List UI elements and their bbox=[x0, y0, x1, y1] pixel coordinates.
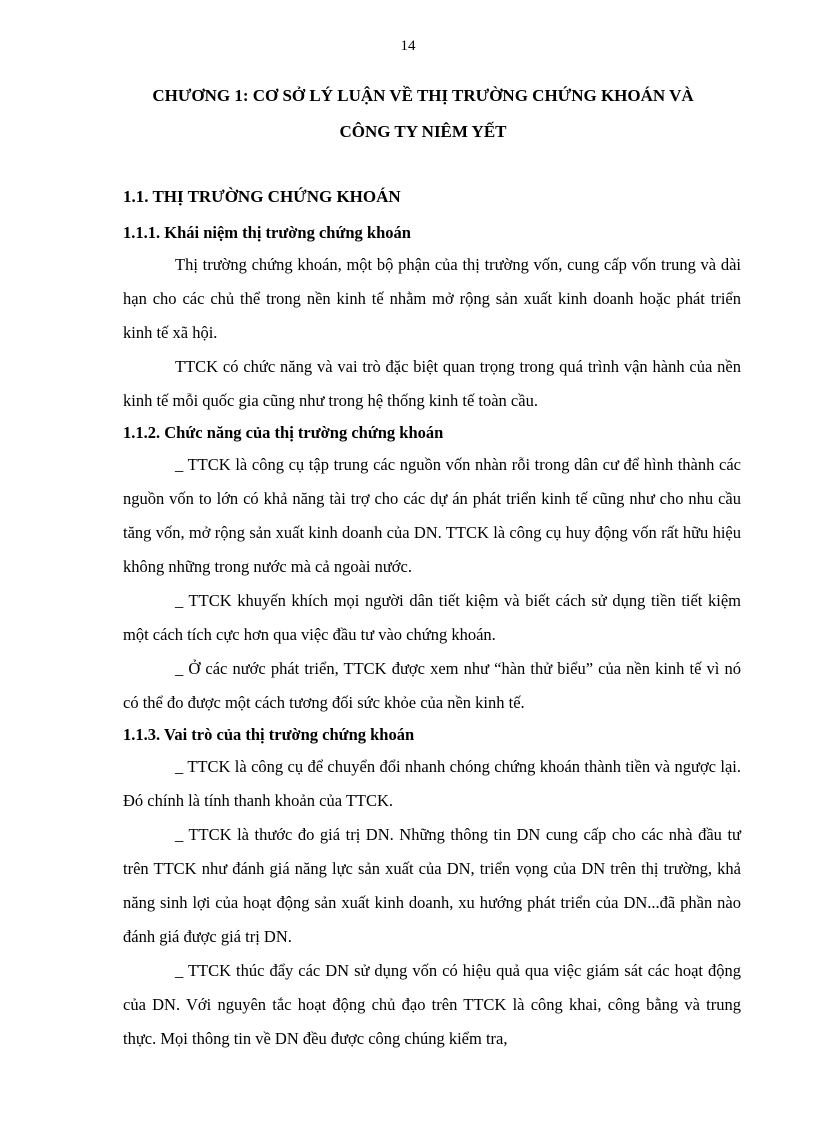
paragraph: Thị trường chứng khoán, một bộ phận của thị trường vốn, cung cấp vốn trung và dài hạn cho các chủ thể trong nền kinh tế nhằm mở rộng sản xuất kinh doanh hoặc phát triển kinh tế xã hội. bbox=[123, 255, 741, 342]
document-body bbox=[123, 182, 741, 1056]
section-heading: 1.1. THỊ TRƯỜNG CHỨNG KHOÁN bbox=[123, 187, 401, 206]
subsection-1-1-3 bbox=[123, 720, 741, 1056]
paragraph: _ TTCK là công cụ tập trung các nguồn vốn nhàn rỗi trong dân cư để hình thành các nguồn vốn to lớn có khả năng tài trợ cho các dự án phát triển kinh tế cũng như cho nhu cầu tăng vốn, mở rộng sản xuất kinh doanh của DN. TTCK là công cụ huy động vốn rất hữu hiệu không những trong nước mà cả ngoài nước. bbox=[123, 455, 741, 576]
chapter-title bbox=[110, 78, 736, 150]
subsection-1-1-1 bbox=[123, 218, 741, 418]
subsection-heading: 1.1.1. Khái niệm thị trường chứng khoán bbox=[123, 223, 411, 242]
subsection-heading: 1.1.3. Vai trò của thị trường chứng khoán bbox=[123, 725, 415, 744]
paragraph: _ Ở các nước phát triển, TTCK được xem như “hàn thử biểu” của nền kinh tế vì nó có thể đo được một cách tương đối sức khỏe của nền kinh tế. bbox=[123, 659, 741, 712]
paragraph: TTCK có chức năng và vai trò đặc biệt quan trọng trong quá trình vận hành của nền kinh tế mỗi quốc gia cũng như trong hệ thống kinh tế toàn cầu. bbox=[123, 357, 741, 410]
page-number: 14 bbox=[400, 38, 416, 54]
paragraph: _ TTCK là công cụ để chuyển đổi nhanh chóng chứng khoán thành tiền và ngược lại. Đó chính là tính thanh khoản của TTCK. bbox=[123, 757, 741, 810]
subsection-1-1-2 bbox=[123, 418, 741, 720]
paragraph: _ TTCK khuyến khích mọi người dân tiết kiệm và biết cách sử dụng tiền tiết kiệm một cách tích cực hơn qua việc đầu tư vào chứng khoán. bbox=[123, 591, 741, 644]
paragraph: _ TTCK là thước đo giá trị DN. Những thông tin DN cung cấp cho các nhà đầu tư trên TTCK như đánh giá năng lực sản xuất của DN, triển vọng của DN trên thị trường, khả năng sinh lợi của hoạt động sản xuất kinh doanh, xu hướng phát triển của DN...đã phần nào đánh giá được giá trị DN. bbox=[123, 825, 741, 946]
subsection-heading: 1.1.2. Chức năng của thị trường chứng khoán bbox=[123, 423, 444, 442]
chapter-title-line-1: CHƯƠNG 1: CƠ SỞ LÝ LUẬN VỀ THỊ TRƯỜNG CHỨNG KHOÁN VÀ bbox=[152, 86, 694, 105]
paragraph: _ TTCK thúc đẩy các DN sử dụng vốn có hiệu quả qua việc giám sát các hoạt động của DN. Với nguyên tắc hoạt động chủ đạo trên TTCK là công khai, công bằng và trung thực. Mọi thông tin về DN đều được công chúng kiểm tra, bbox=[123, 961, 741, 1048]
chapter-title-line-2: CÔNG TY NIÊM YẾT bbox=[339, 122, 507, 141]
